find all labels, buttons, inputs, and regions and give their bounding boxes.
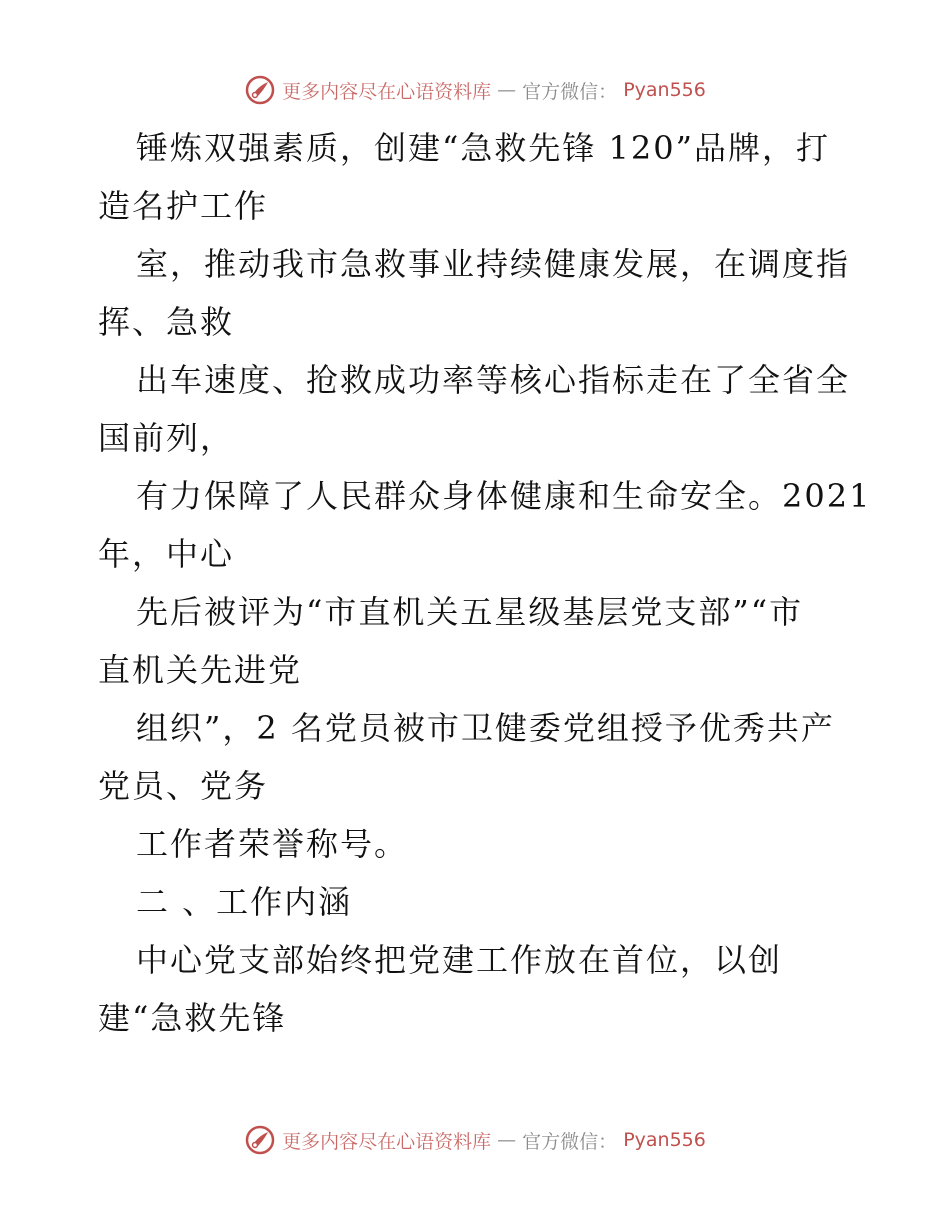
body-line-4: 挥、急救 xyxy=(98,303,235,341)
body-line-13: 工作者荣誉称号。 xyxy=(136,825,409,863)
body-line-9: 先后被评为“市直机关五星级基层党支部”“市 xyxy=(136,593,804,631)
footer-watermark xyxy=(0,1124,950,1156)
document-body xyxy=(98,128,872,1056)
header-watermark xyxy=(0,74,950,106)
body-line-6: 国前列， xyxy=(98,419,235,457)
watermark-separator: — xyxy=(497,79,517,101)
watermark-label: 官方微信： xyxy=(522,1130,618,1153)
body-line-1: 锤炼双强素质，创建“急救先锋 120”品牌，打 xyxy=(136,129,830,167)
watermark-id: Pyan556 xyxy=(623,79,706,101)
brush-logo-icon xyxy=(244,1124,276,1156)
watermark-text: 更多内容尽在心语资料库 xyxy=(282,80,492,103)
watermark-label: 官方微信： xyxy=(522,80,618,103)
body-line-3: 室，推动我市急救事业持续健康发展，在调度指 xyxy=(136,245,851,283)
body-line-5: 出车速度、抢救成功率等核心指标走在了全省全 xyxy=(136,361,851,399)
body-line-10: 直机关先进党 xyxy=(98,651,303,689)
body-line-7: 有力保障了人民群众身体健康和生命安全。2021 xyxy=(136,477,872,515)
body-line-2: 造名护工作 xyxy=(98,187,269,225)
body-line-12: 党员、党务 xyxy=(98,767,269,805)
watermark-text: 更多内容尽在心语资料库 xyxy=(282,1130,492,1153)
watermark-id: Pyan556 xyxy=(623,1129,706,1151)
section-heading: 二 、工作内涵 xyxy=(136,883,353,921)
body-line-11: 组织”，2 名党员被市卫健委党组授予优秀共产 xyxy=(136,709,835,747)
body-line-15: 中心党支部始终把党建工作放在首位，以创 xyxy=(136,941,783,979)
watermark-separator: — xyxy=(497,1129,517,1151)
body-line-8: 年，中心 xyxy=(98,535,235,573)
brush-logo-icon xyxy=(244,74,276,106)
body-line-16: 建“急救先锋 xyxy=(98,999,287,1037)
